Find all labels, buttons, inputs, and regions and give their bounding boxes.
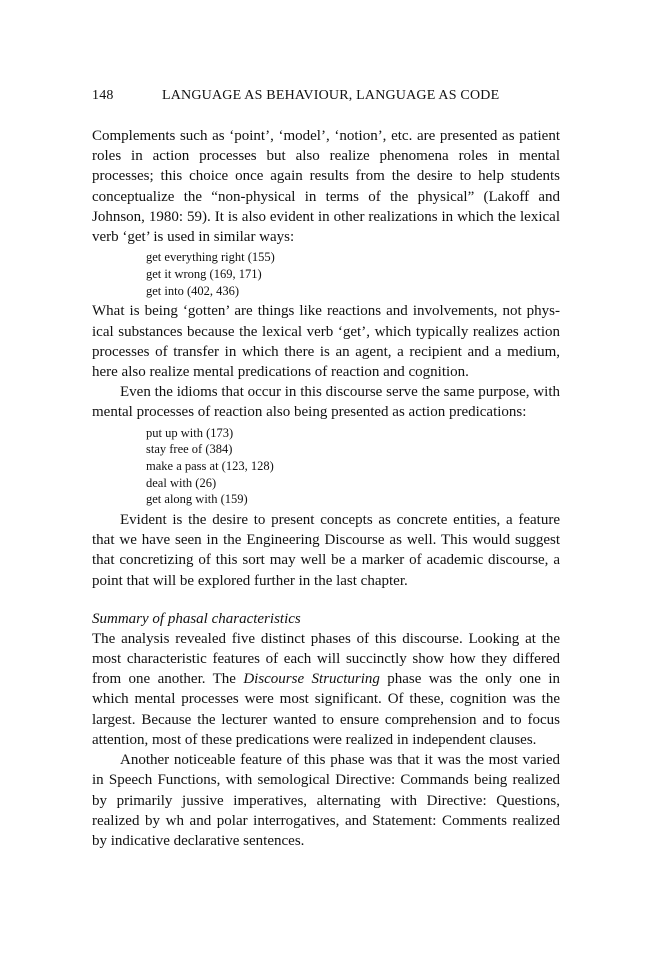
paragraph-concrete-entities: Evident is the desire to present concepts as concrete entities, a feature that we have seen in the Engineering Discourse as well. This would suggest that concretizing of this sort may well be a marker of academic discourse, a point that will be explored further in the last chapter. [92,512,560,589]
paragraph-phase-analysis [92,629,560,750]
book-page [92,86,560,851]
page-number: 148 [92,88,114,103]
running-title: LANGUAGE AS BEHAVIOUR, LANGUAGE AS CODE [162,88,500,103]
example-item: get it wrong (169, 171) [146,266,262,281]
running-header [92,86,560,106]
paragraph-speech-functions: Another noticeable feature of this phase was that it was the most varied in Speech Functions, with semological Directive: Commands being realized by primarily jussive imperatives, alternating with Directive: Questions, realized by wh and polar interrogatives, and Statement: Comments realized by indicative declarative sentences. [92,752,560,849]
section-heading: Summary of phasal characteristics [92,610,301,627]
paragraph-gotten: What is being ‘gotten’ are things like reactions and involvements, not physical substances because the lexical verb ‘get’, which typically realizes action processes of transfer in which there is an agent, a recipient and a medium, here also realize mental predications of reaction and cognition. [92,303,560,380]
example-item: get along with (159) [146,492,248,507]
example-item: put up with (173) [146,425,234,440]
term-discourse-structuring: Discourse Structuring [243,671,380,688]
paragraph-complements: Complements such as ‘point’, ‘model’, ‘notion’, etc. are presented as patient roles in action processes but also realize phenomena roles in mental processes; this choice once again results from the desire to help students conceptualize the “non-physical in terms of the physical” (Lakoff and Johnson, 1980: 59). It is also evident in other realizations in which the lexical verb ‘get’ is used in similar ways: [92,128,560,246]
example-item: get into (402, 436) [146,283,240,298]
paragraph-idioms: Even the idioms that occur in this discourse serve the same purpose, with mental processes of reaction also being presented as action predications: [92,384,560,421]
example-item: deal with (26) [146,475,217,490]
example-list-idioms [146,425,560,509]
paragraph-text: phase was the only one in which mental processes were most significant. Of these, cognition was the largest. Because the lecturer wanted to ensure comprehension and to focus attention, most of these predications were realized in independent clauses. [92,671,560,748]
example-item: stay free of (384) [146,442,233,457]
example-item: get everything right (155) [146,250,275,265]
example-list-get [146,249,560,299]
paragraph-text: The analysis revealed five distinct phases of this discourse. Looking at the most characteristic features of each will succinctly show how they differed from one another. The [92,630,560,688]
example-item: make a pass at (123, 128) [146,458,274,473]
